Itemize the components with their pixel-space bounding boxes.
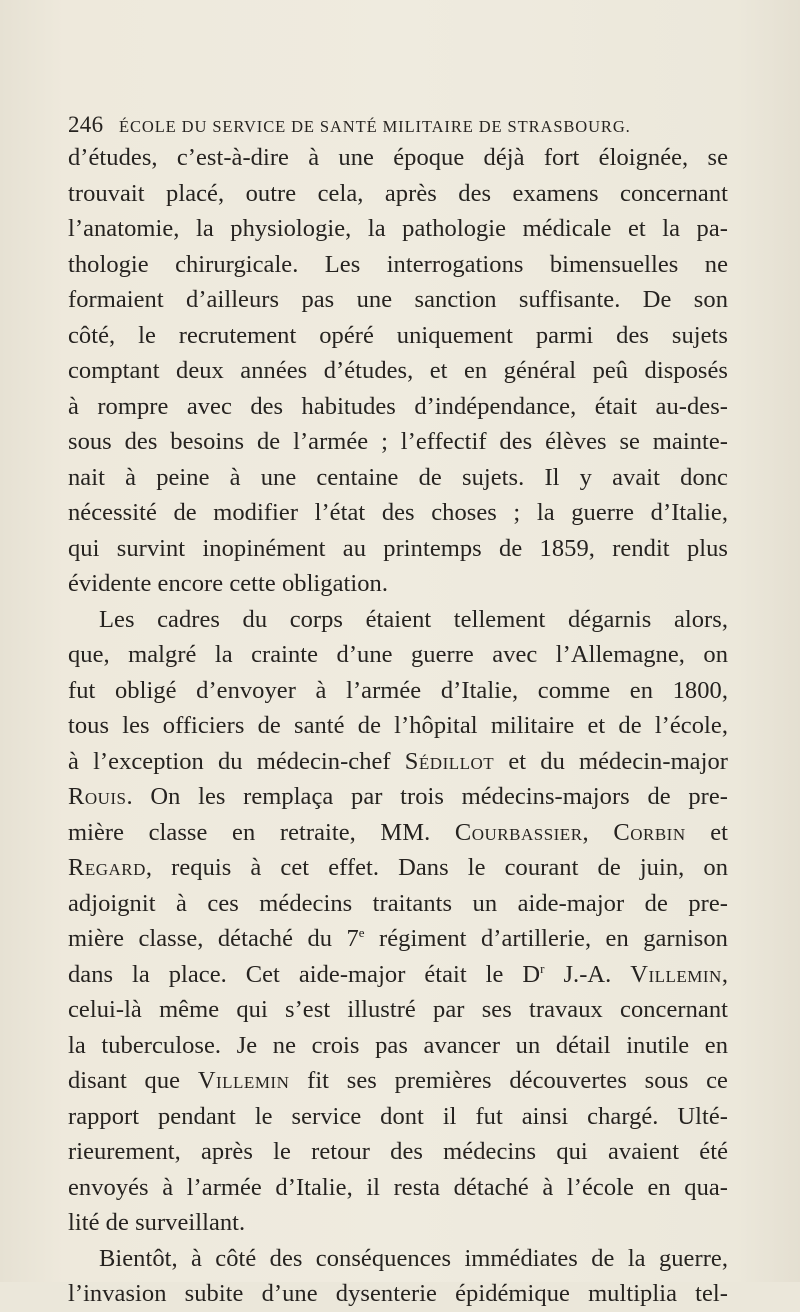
person-name: Regard (68, 854, 146, 881)
text-line: d’études, c’est-à-dire à une époque déjà fort éloignée, se (68, 144, 728, 171)
person-name: Rouis (68, 783, 127, 810)
text-line: celui-là même qui s’est illustré par ses travaux concernant (68, 996, 728, 1023)
text-line: que, malgré la crainte d’une guerre avec l’Allemagne, on (68, 641, 728, 668)
text-line: Regard, requis à cet effet. Dans le courant de juin, on (68, 854, 728, 881)
text-line: nait à peine à une centaine de sujets. Il y avait donc (68, 463, 728, 491)
text-line: trouvait placé, outre cela, après des examens concernant (68, 179, 728, 207)
text-line: envoyés à l’armée d’Italie, il resta détaché à l’école en qua- (68, 1173, 728, 1201)
page-header (68, 112, 728, 142)
text-line: rieurement, après le retour des médecins qui avaient été (68, 1138, 728, 1165)
text-line: mière classe en retraite, MM. Courbassier, Corbin et (68, 818, 728, 846)
text-line: Bientôt, à côté des conséquences immédiates de la guerre, (99, 1244, 728, 1272)
text-line: sous des besoins de l’armée ; l’effectif des élèves se mainte- (68, 428, 728, 455)
person-name: Courbassier (454, 818, 583, 846)
text-line: qui survint inopinément au printemps de 1859, rendit plus (68, 534, 728, 562)
text-line: à rompre avec des habitudes d’indépendance, était au-des- (68, 392, 728, 420)
person-name: Corbin (613, 818, 686, 846)
running-title: ÉCOLE DU SERVICE DE SANTÉ MILITAIRE DE STRASBOURG. (119, 117, 631, 136)
page-number: 246 (68, 112, 104, 137)
person-name: Villemin (630, 960, 722, 988)
text-line: Les cadres du corps étaient tellement dégarnis alors, (99, 605, 728, 633)
text-line: rapport pendant le service dont il fut ainsi chargé. Ulté- (68, 1102, 728, 1130)
person-name: Villemin (197, 1067, 290, 1094)
text-line: formaient d’ailleurs pas une sanction suffisante. De son (68, 286, 728, 313)
text-line: l’anatomie, la physiologie, la pathologie médicale et la pa- (68, 215, 728, 242)
text-line: la tuberculose. Je ne crois pas avancer un détail inutile en (68, 1031, 728, 1059)
text-line: disant que Villemin fit ses premières découvertes sous ce (68, 1067, 728, 1094)
body-text (68, 140, 728, 1312)
superscript: e (358, 925, 365, 940)
text-line: évidente encore cette obligation. (68, 570, 389, 597)
text-line: Rouis. On les remplaça par trois médecins-majors de pre- (68, 783, 728, 810)
person-name: Sédillot (404, 747, 495, 775)
text-line: l’invasion subite d’une dysenterie épidémique multiplia tel- (68, 1280, 728, 1307)
text-line: dans la place. Cet aide-major était le $D^r$ J.-A. Villemin, (68, 960, 728, 988)
superscript: r (540, 960, 545, 976)
text-line: comptant deux années d’études, et en général peû disposés (68, 357, 728, 384)
text-line: adjoignit à ces médecins traitants un aide-major de pre- (68, 889, 728, 917)
text-line: thologie chirurgicale. Les interrogations bimensuelles ne (68, 250, 728, 278)
text-line: tous les officiers de santé de l’hôpital militaire et de l’école, (68, 712, 728, 739)
text-line: mière classe, détaché du 7e régiment d’artillerie, en garnison (68, 925, 728, 952)
text-line: fut obligé d’envoyer à l’armée d’Italie, comme en 1800, (68, 676, 728, 704)
text-line: à l’exception du médecin-chef Sédillot et du médecin-major (68, 747, 728, 775)
text-line: nécessité de modifier l’état des choses ; la guerre d’Italie, (68, 499, 728, 526)
text-line: côté, le recrutement opéré uniquement parmi des sujets (68, 321, 728, 349)
text-line: lité de surveillant. (68, 1209, 246, 1236)
